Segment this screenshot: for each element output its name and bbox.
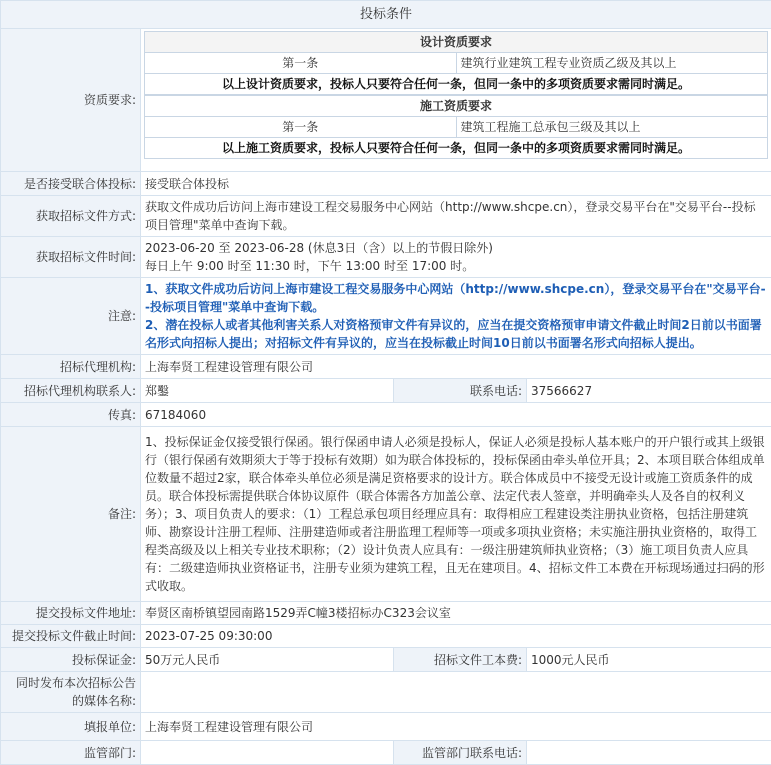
obtain-time-dates: 2023-06-20 至 2023-06-28 (休息3日（含）以上的节假日除外): [145, 239, 767, 257]
phone-label: 联系电话:: [394, 379, 527, 403]
obtain-method-value: 获取文件成功后访问上海市建设工程交易服务中心网站（http://www.shcpe.cn），登录交易平台在"交易平台--投标项目管理"菜单中查询下载。: [141, 196, 771, 237]
supervisor-phone-value: [527, 741, 771, 765]
notice-item-1: 1、获取文件成功后访问上海市建设工程交易服务中心网站（http://www.shcpe.cn），登录交易平台在"交易平台--投标项目管理"菜单中查询下载。: [145, 280, 767, 316]
design-qualification-table: [144, 31, 768, 95]
document-fee-label: 招标文件工本费:: [394, 648, 527, 672]
address-value: 奉贤区南桥镇望园南路1529弄C幢3楼招标办C323会议室: [141, 602, 771, 625]
design-qualification-note: 以上设计资质要求，投标人只要符合任何一条，但同一条中的多项资质要求需同时满足。: [145, 74, 768, 95]
qualification-cell: [141, 29, 771, 172]
obtain-time-label: 获取招标文件时间:: [1, 237, 141, 278]
notice-item-2: 2、潜在投标人或者其他利害关系人对资格预审文件有异议的，应当在提交资格预审申请文件截止时间2日前以书面署名形式向招标人提出；对招标文件有异议的，应当在投标截止时间10日前以书面署名形式向招标人提出。: [145, 316, 767, 352]
notice-label: 注意:: [1, 278, 141, 355]
supervisor-label: 监管部门:: [1, 741, 141, 765]
deadline-value: 2023-07-25 09:30:00: [141, 625, 771, 648]
fax-value: 67184060: [141, 403, 771, 427]
media-label: 同时发布本次招标公告的媒体名称:: [1, 672, 141, 713]
agency-label: 招标代理机构:: [1, 355, 141, 379]
construction-item-text: 建筑工程施工总承包三级及其以上: [456, 117, 768, 138]
obtain-time-value: [141, 237, 771, 278]
fax-label: 传真:: [1, 403, 141, 427]
supervisor-value: [141, 741, 394, 765]
deadline-label: 提交投标文件截止时间:: [1, 625, 141, 648]
deposit-label: 投标保证金:: [1, 648, 141, 672]
qualification-label: 资质要求:: [1, 29, 141, 172]
joint-bid-value: 接受联合体投标: [141, 172, 771, 196]
contact-value: 郑鑿: [141, 379, 394, 403]
media-value: [141, 672, 771, 713]
obtain-method-label: 获取招标文件方式:: [1, 196, 141, 237]
address-label: 提交投标文件地址:: [1, 602, 141, 625]
design-item-text: 建筑行业建筑工程专业资质乙级及其以上: [456, 53, 768, 74]
document-fee-value: 1000元人民币: [527, 648, 771, 672]
obtain-time-hours: 每日上午 9:00 时至 11:30 时，下午 13:00 时至 17:00 时。: [145, 257, 767, 275]
section-title: 投标条件: [1, 1, 771, 29]
supervisor-phone-label: 监管部门联系电话:: [394, 741, 527, 765]
agency-value: 上海奉贤工程建设管理有限公司: [141, 355, 771, 379]
design-item-no: 第一条: [145, 53, 457, 74]
remarks-value: 1、投标保证金仅接受银行保函。银行保函申请人必须是投标人，保证人必须是投标人基本账户的开户银行或其上级银行（银行保函有效期须大于等于投标有效期）如为联合体投标的，投标保函由牵头单位开具；2、本项目联合体组成单位数量不超过2家，联合体牵头单位必须是满足资格要求的设计方。联合体成员中不接受无设计或施工资质条件的成员。联合体投标需提供联合体协议原件（联合体需各方加盖公章、法定代表人签章，并明确牵头人及各自的权利义务）；3、项目负责人的要求：（1）工程总承包项目经理应具有：取得相应工程建设类注册执业资格，包括注册建筑师、勘察设计注册工程师、注册建造师或者注册监理工程师等一项或多项执业资格；未实施注册执业资格的，取得工程类高级及以上相关专业技术职称；（2）设计负责人应具有：一级注册建筑师执业资格；（3）施工项目负责人应具有：二级建造师执业资格证书，注册专业须为建筑工程，且无在建项目。4、招标文件工本费在开标现场通过扫码的形式收取。: [141, 427, 771, 602]
notice-value: [141, 278, 771, 355]
construction-qualification-note: 以上施工资质要求，投标人只要符合任何一条，但同一条中的多项资质要求需同时满足。: [145, 138, 768, 159]
filler-label: 填报单位:: [1, 713, 141, 741]
construction-item-no: 第一条: [145, 117, 457, 138]
contact-label: 招标代理机构联系人:: [1, 379, 141, 403]
filler-value: 上海奉贤工程建设管理有限公司: [141, 713, 771, 741]
remarks-label: 备注:: [1, 427, 141, 602]
construction-qualification-table: [144, 95, 768, 159]
construction-qualification-title: 施工资质要求: [145, 96, 768, 117]
joint-bid-label: 是否接受联合体投标:: [1, 172, 141, 196]
deposit-value: 50万元人民币: [141, 648, 394, 672]
phone-value: 37566627: [527, 379, 771, 403]
design-qualification-title: 设计资质要求: [145, 32, 768, 53]
